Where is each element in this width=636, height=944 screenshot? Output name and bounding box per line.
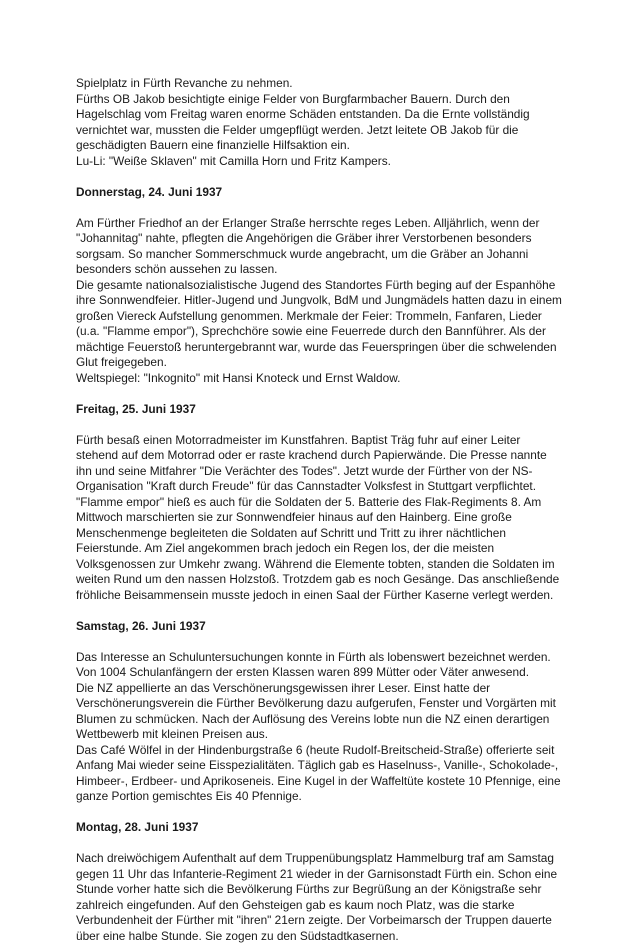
text-line: Fürths OB Jakob besichtigte einige Felder von Burgfarmbacher Bauern. Durch den (76, 92, 596, 108)
text-line: Verschönerungsverein die Fürther Bevölkerung dazu aufgerufen, Fenster und Vorgärten mit (76, 696, 596, 712)
text-line: Anfang Mai wieder seine Eisspezialitäten. Täglich gab es Haselnuss-, Vanille-, Schokolade-, (76, 758, 596, 774)
text-line: Nach dreiwöchigem Aufenthalt auf dem Truppenübungsplatz Hammelburg traf am Samstag (76, 851, 596, 867)
spacer (76, 200, 596, 216)
text-line: besonders schön aussehen zu lassen. (76, 262, 596, 278)
text-line: Verbundenheit der Fürther mit "ihren" 21ern zeigte. Der Vorbeimarsch der Truppen dauerte (76, 913, 596, 929)
text-line: Von 1004 Schulanfängern der ersten Klassen waren 899 Mütter oder Väter anwesend. (76, 665, 596, 681)
spacer (76, 417, 596, 433)
text-line: gegen 11 Uhr das Infanterie-Regiment 21 wieder in der Garnisonstadt Fürth ein. Schon eine (76, 867, 596, 883)
text-line: zahlreich eingefunden. Auf den Gehsteigen gab es kaum noch Platz, was die starke (76, 898, 596, 914)
text-line: Das Café Wölfel in der Hindenburgstraße 6 (heute Rudolf-Breitscheid-Straße) offerierte seit (76, 743, 596, 759)
text-line: fröhliche Beisammensein musste jedoch in einen Saal der Fürther Kaserne verlegt werden. (76, 588, 596, 604)
intro-paragraph (76, 76, 596, 169)
section-heading: Montag, 28. Juni 1937 (76, 820, 596, 836)
text-line: "Johannitag" nahte, pflegten die Angehörigen die Gräber ihrer Verstorbenen besonders (76, 231, 596, 247)
spacer (76, 169, 596, 185)
text-line: ihn und seine Mitfahrer "Die Verächter des Todes". Jetzt wurde der Fürther von der NS- (76, 464, 596, 480)
spacer (76, 836, 596, 852)
text-line: Himbeer-, Erdbeer- und Aprikoseneis. Eine Kugel in der Waffeltüte kostete 10 Pfennige, eine (76, 774, 596, 790)
spacer (76, 603, 596, 619)
spacer (76, 805, 596, 821)
text-line: Das Interesse an Schuluntersuchungen konnte in Fürth als lobenswert bezeichnet werden. (76, 650, 596, 666)
text-line: Die NZ appellierte an das Verschönerungsgewissen ihrer Leser. Einst hatte der (76, 681, 596, 697)
text-line: Menschenmenge begleiteten die Soldaten auf Schritt und Tritt zu ihrer nächtlichen (76, 526, 596, 542)
text-line: ganze Portion gemischtes Eis 40 Pfennige. (76, 789, 596, 805)
section-montag (76, 820, 596, 944)
text-line: Spielplatz in Fürth Revanche zu nehmen. (76, 76, 596, 92)
section-heading: Samstag, 26. Juni 1937 (76, 619, 596, 635)
text-line: stehend auf dem Motorrad oder er raste krachend durch Papierwände. Die Presse nannte (76, 448, 596, 464)
text-line: großen Viereck Aufstellung genommen. Merkmale der Feier: Trommeln, Fanfaren, Lieder (76, 309, 596, 325)
text-line: (u.a. "Flamme empor"), Sprechchöre sowie eine Feuerrede durch den Bannführer. Als der (76, 324, 596, 340)
spacer (76, 386, 596, 402)
text-line: über eine halbe Stunde. Sie zogen zu den Südstadtkasernen. (76, 929, 596, 944)
text-line: mächtige Feuerstoß heruntergebrannt war, wurde das Feuerspringen über die schwelenden (76, 340, 596, 356)
text-line: Stunde vorher hatte sich die Bevölkerung Fürths zur Begrüßung an der Königstraße sehr (76, 882, 596, 898)
text-line: Wettbewerb mit kleinen Preisen aus. (76, 727, 596, 743)
text-line: Am Fürther Friedhof an der Erlanger Straße herrschte reges Leben. Alljährlich, wenn der (76, 216, 596, 232)
text-line: Die gesamte nationalsozialistische Jugend des Standortes Fürth beging auf der Espanhöhe (76, 278, 596, 294)
text-line: Blumen zu schmücken. Nach der Auflösung des Vereins lobte nun die NZ einen derartigen (76, 712, 596, 728)
text-line: Feierstunde. Am Ziel angekommen brach jedoch ein Regen los, der die meisten (76, 541, 596, 557)
section-heading: Freitag, 25. Juni 1937 (76, 402, 596, 418)
text-line: Organisation "Kraft durch Freude" für das Cannstadter Volksfest in Stuttgart verpflichtet. (76, 479, 596, 495)
text-line: sorgsam. So mancher Sommerschmuck wurde angebracht, um die Gräber an Johanni (76, 247, 596, 263)
text-line: Mittwoch marschierten sie zur Sonnwendfeier hinaus auf den Hainberg. Eine große (76, 510, 596, 526)
text-line: Hagelschlag vom Freitag waren enorme Schäden entstanden. Da die Ernte vollständig (76, 107, 596, 123)
text-line: vernichtet war, mussten die Felder umgepflügt werden. Jetzt leitete OB Jakob für die (76, 123, 596, 139)
section-freitag (76, 402, 596, 604)
text-line: ihre Sonnwendfeier. Hitler-Jugend und Jungvolk, BdM und Jungmädels hatten dazu in einem (76, 293, 596, 309)
section-donnerstag (76, 185, 596, 387)
text-line: geschädigten Bauern eine finanzielle Hilfsaktion ein. (76, 138, 596, 154)
text-line: Weltspiegel: "Inkognito" mit Hansi Knoteck und Ernst Waldow. (76, 371, 596, 387)
text-line: Fürth besaß einen Motorradmeister im Kunstfahren. Baptist Träg fuhr auf einer Leiter (76, 433, 596, 449)
section-heading: Donnerstag, 24. Juni 1937 (76, 185, 596, 201)
spacer (76, 634, 596, 650)
text-line: weiten Rund um den nassen Holzstoß. Trotzdem gab es noch Gesänge. Das anschließende (76, 572, 596, 588)
text-line: Glut freigegeben. (76, 355, 596, 371)
text-line: Lu-Li: "Weiße Sklaven" mit Camilla Horn und Fritz Kampers. (76, 154, 596, 170)
section-samstag (76, 619, 596, 805)
text-line: "Flamme empor" hieß es auch für die Soldaten der 5. Batterie des Flak-Regiments 8. Am (76, 495, 596, 511)
text-line: Volksgenossen zur Umkehr zwang. Während die Elemente tobten, standen die Soldaten im (76, 557, 596, 573)
